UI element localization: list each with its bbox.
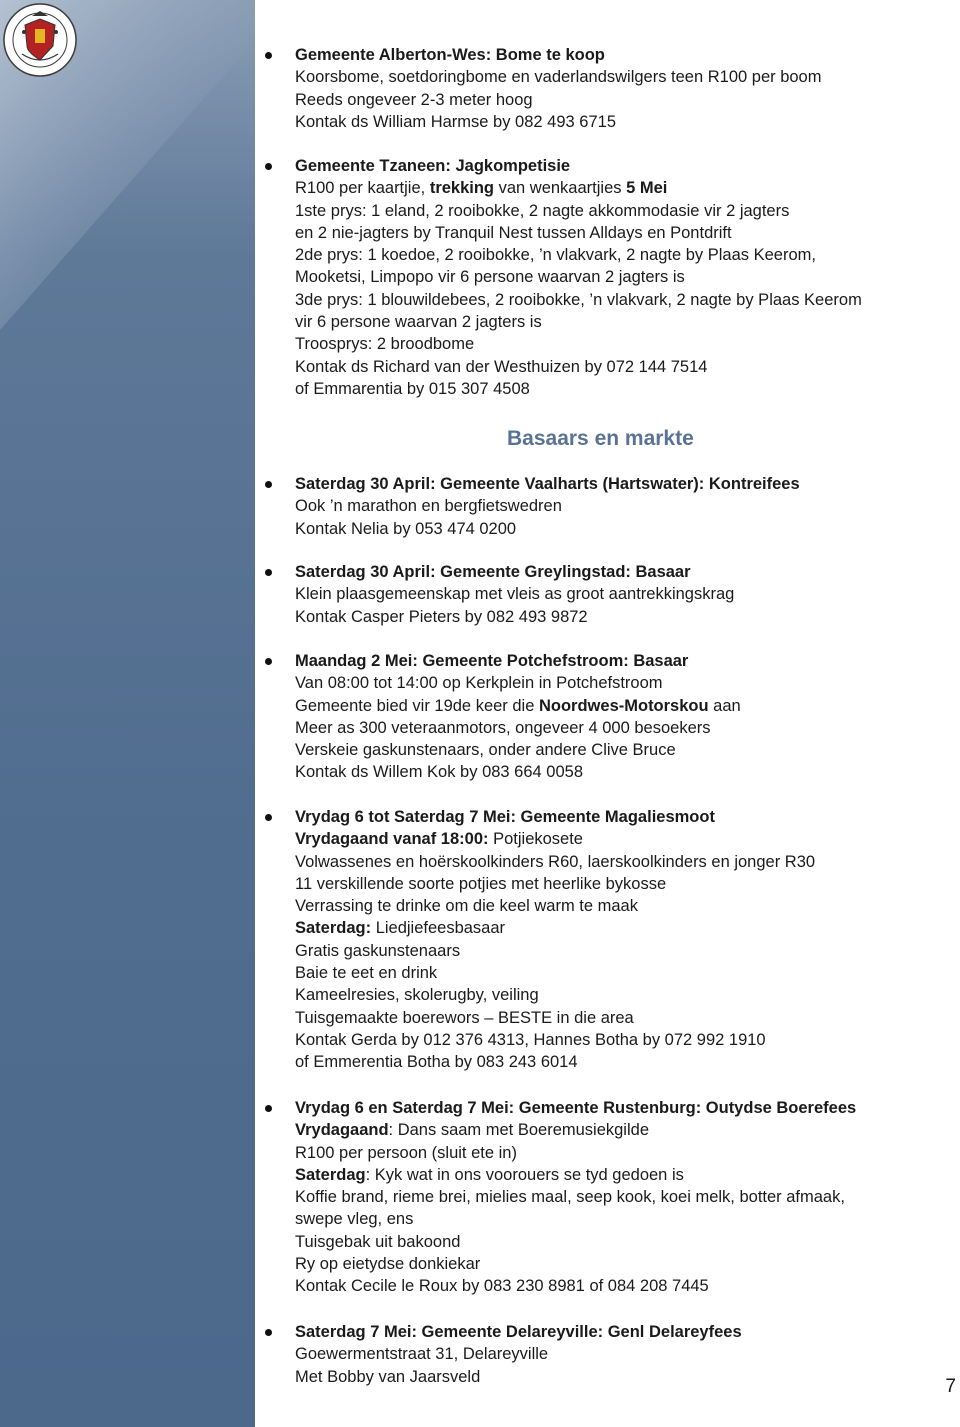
entry-line: Reeds ongeveer 2-3 meter hoog [295,90,533,109]
entry-line: Kontak ds Richard van der Westhuizen by 072 144 7514 [295,357,708,376]
entry-line: en 2 nie-jagters by Tranquil Nest tussen Alldays en Pontdrift [295,223,732,242]
entry-line: Vrydagaand vanaf 18:00: Potjiekosete [295,830,583,849]
entry-line: swepe vleg, ens [295,1210,414,1229]
entry-line: Ook ’n marathon en bergfietswedren [295,497,562,516]
entry-rustenburg [255,1097,955,1298]
entry-heading: Vrydag 6 en Saterdag 7 Mei: Gemeente Rustenburg: Outydse Boerefees [255,1097,955,1119]
entry-line: Koffie brand, rieme brei, mielies maal, seep kook, koei melk, botter afmaak, [295,1188,845,1207]
entry-line: Troosprys: 2 broodbome [295,335,475,354]
entry-line: of Emmerentia Botha by 083 243 6014 [295,1053,578,1072]
entry-line: Tuisgebak uit bakoond [295,1232,461,1251]
bullet-icon [265,481,272,488]
entry-line: R100 per persoon (sluit ete in) [295,1143,517,1162]
entry-heading: Vrydag 6 tot Saterdag 7 Mei: Gemeente Magaliesmoot [255,806,955,828]
entry-line: of Emmarentia by 015 307 4508 [295,379,530,398]
entry-magaliesmoot [255,806,955,1074]
entry-line: 3de prys: 1 blouwildebees, 2 rooibokke, ’n vlakvark, 2 nagte by Plaas Keerom [295,290,862,309]
entry-line: Verskeie gaskunstenaars, onder andere Clive Bruce [295,741,676,760]
content-area [255,0,960,1427]
sidebar-panel [0,0,255,1427]
entry-line: Gemeente bied vir 19de keer die Noordwes-Motorskou aan [295,696,741,715]
bullet-icon [265,814,272,821]
entry-alberton-wes [255,44,955,133]
entry-line: Klein plaasgemeenskap met vleis as groot aantrekkingskrag [295,585,735,604]
entry-heading: Saterdag 7 Mei: Gemeente Delareyville: Genl Delareyfees [255,1321,955,1343]
entry-heading: Gemeente Alberton-Wes: Bome te koop [255,44,955,66]
church-seal-logo [2,2,78,78]
section-title: Basaars en markte [507,427,694,450]
entry-line: 11 verskillende soorte potjies met heerlike bykosse [295,874,667,893]
entry-line: Vrydagaand: Dans saam met Boeremusiekgilde [295,1121,649,1140]
entry-line: Volwassenes en hoërskoolkinders R60, laerskoolkinders en jonger R30 [295,852,816,871]
entry-line: Kameelresies, skolerugby, veiling [295,986,539,1005]
entry-heading: Saterdag 30 April: Gemeente Vaalharts (Hartswater): Kontreifees [255,473,955,495]
entry-line: Kontak ds Willem Kok by 083 664 0058 [295,763,584,782]
entry-line: Saterdag: Liedjiefeesbasaar [295,919,506,938]
entry-potchefstroom [255,650,955,784]
entry-heading: Gemeente Tzaneen: Jagkompetisie [255,155,955,177]
page-number: 7 [945,1376,956,1397]
bullet-icon [265,52,272,59]
bullet-icon [265,1105,272,1112]
entry-line: 2de prys: 1 koedoe, 2 rooibokke, ’n vlakvark, 2 nagte by Plaas Keerom, [295,246,816,265]
entry-line: vir 6 persone waarvan 2 jagters is [295,313,542,332]
entry-line: Kontak Cecile le Roux by 083 230 8981 of 084 208 7445 [295,1277,709,1296]
entry-delareyville [255,1321,955,1388]
entry-line: Tuisgemaakte boerewors – BESTE in die area [295,1008,634,1027]
bullet-icon [265,658,272,665]
bullet-icon [265,1329,272,1336]
entry-line: Kontak Nelia by 053 474 0200 [295,519,517,538]
entry-line: Kontak Gerda by 012 376 4313, Hannes Botha by 072 992 1910 [295,1030,766,1049]
entry-line: Ry op eietydse donkiekar [295,1255,481,1274]
bullet-icon [265,569,272,576]
entry-tzaneen [255,155,955,400]
entry-vaalharts [255,473,955,540]
bullet-icon [265,163,272,170]
entry-line: Baie te eet en drink [295,964,438,983]
entry-line: Met Bobby van Jaarsveld [295,1367,481,1386]
entry-line: Saterdag: Kyk wat in ons voorouers se tyd gedoen is [295,1165,684,1184]
entry-line: Meer as 300 veteraanmotors, ongeveer 4 000 besoekers [295,718,711,737]
entry-line: Van 08:00 tot 14:00 op Kerkplein in Potchefstroom [295,674,663,693]
entry-line: Koorsbome, soetdoringbome en vaderlandswilgers teen R100 per boom [295,68,822,87]
entry-line: 1ste prys: 1 eland, 2 rooibokke, 2 nagte akkommodasie vir 2 jagters [295,201,790,220]
entry-heading: Maandag 2 Mei: Gemeente Potchefstroom: Basaar [255,650,955,672]
entry-line: R100 per kaartjie, trekking van wenkaartjies 5 Mei [295,179,668,198]
entry-line: Verrassing te drinke om die keel warm te maak [295,897,638,916]
entry-line: Mooketsi, Limpopo vir 6 persone waarvan 2 jagters is [295,268,685,287]
entry-line: Goewermentstraat 31, Delareyville [295,1345,549,1364]
entry-greylingstad [255,561,955,628]
entry-line: Kontak Casper Pieters by 082 493 9872 [295,607,588,626]
entry-heading: Saterdag 30 April: Gemeente Greylingstad: Basaar [255,561,955,583]
entry-line: Gratis gaskunstenaars [295,941,461,960]
entry-line: Kontak ds William Harmse by 082 493 6715 [295,112,616,131]
